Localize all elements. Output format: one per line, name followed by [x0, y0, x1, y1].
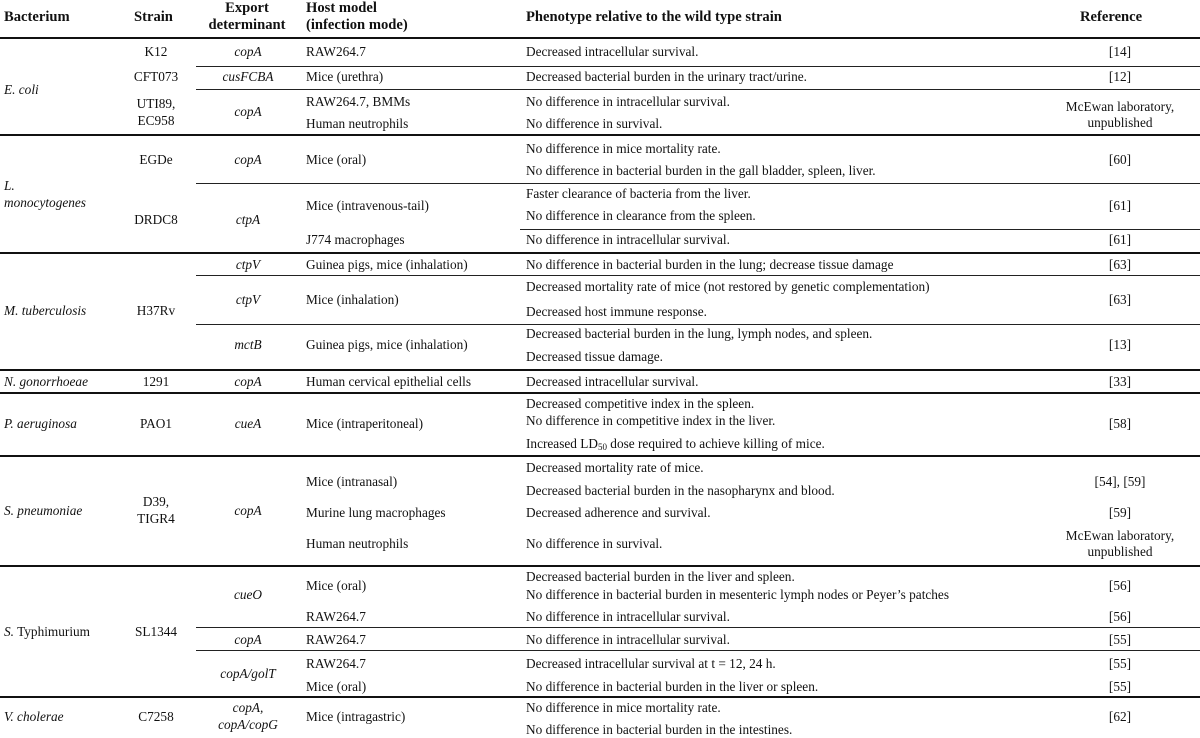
rule [520, 229, 1200, 230]
determinant-ctpA: ctpA [235, 212, 261, 227]
host-model: Mice (oral) [306, 578, 367, 593]
phenotype: No difference in survival. [526, 536, 663, 551]
determinant-copA-copG: copA/copG [218, 717, 278, 732]
bacterium-mtb: M. tuberculosis [4, 303, 87, 318]
strain-pao1: PAO1 [139, 416, 173, 431]
rule [196, 627, 1200, 628]
reference: [63] [1108, 257, 1132, 272]
reference: [59] [1108, 505, 1132, 520]
reference: [56] [1108, 578, 1132, 593]
reference: [63] [1108, 292, 1132, 307]
phenotype: No difference in bacterial burden in mesenteric lymph nodes or Peyer’s patches [526, 587, 950, 602]
host-model: Mice (oral) [306, 679, 367, 694]
phenotype: Decreased host immune response. [526, 304, 707, 319]
phenotype: No difference in intracellular survival. [526, 94, 730, 109]
phenotype: Faster clearance of bacteria from the liver. [526, 186, 751, 201]
reference: [54], [59] [1094, 474, 1146, 489]
phenotype: Decreased tissue damage. [526, 349, 663, 364]
host-model: Guinea pigs, mice (inhalation) [306, 337, 468, 352]
host-model: Human neutrophils [306, 116, 409, 131]
phenotype: No difference in mice mortality rate. [526, 141, 721, 156]
phenotype: No difference in clearance from the spleen. [526, 208, 756, 223]
rule-group [0, 392, 1200, 394]
determinant-ctpV: ctpV [235, 257, 261, 272]
rule [196, 66, 1200, 67]
header-host-1: Host model [306, 0, 377, 16]
phenotype-ld50-subscript: 50 [597, 442, 607, 452]
host-model: RAW264.7, BMMs [306, 94, 411, 109]
strain-tigr4: TIGR4 [137, 511, 175, 526]
host-model: Human neutrophils [306, 536, 409, 551]
reference: [56] [1108, 609, 1132, 624]
rule-header [0, 37, 1200, 39]
determinant-copA: copA [234, 503, 262, 518]
determinant-copA-golT: copA/golT [220, 666, 276, 681]
strain-uti89: UTI89, [136, 96, 176, 111]
rule [196, 183, 1200, 184]
phenotype: Decreased intracellular survival. [526, 374, 699, 389]
phenotype: No difference in bacterial burden in the intestines. [526, 722, 793, 737]
bacterium-listeria-1: L. [4, 178, 15, 193]
strain-h37rv: H37Rv [136, 303, 176, 318]
header-host-2: (infection mode) [306, 17, 408, 33]
bacterium-ngon: N. gonorrhoeae [4, 374, 88, 389]
rule [196, 324, 1200, 325]
host-model: Mice (urethra) [306, 69, 384, 84]
phenotype-ld50-suffix: dose required to achieve killing of mice. [606, 436, 825, 451]
header-reference: Reference [1080, 9, 1143, 25]
rule-group [0, 252, 1200, 254]
determinant-copA: copA [234, 152, 262, 167]
strain-k12: K12 [144, 44, 168, 59]
reference: [33] [1108, 374, 1132, 389]
reference-mcewan: McEwan laboratory, [1065, 528, 1175, 543]
bacterium-spneu: S. pneumoniae [4, 503, 83, 518]
host-model: Murine lung macrophages [306, 505, 446, 520]
reference: [58] [1108, 416, 1132, 431]
host-model: Mice (inhalation) [306, 292, 399, 307]
strain-cft073: CFT073 [133, 69, 179, 84]
host-model: RAW264.7 [306, 656, 366, 671]
strain-egde: EGDe [139, 152, 173, 167]
rule [196, 650, 1200, 651]
phenotype: No difference in mice mortality rate. [526, 700, 721, 715]
rule-group [0, 455, 1200, 457]
rule [196, 275, 1200, 276]
determinant-copA-v: copA, [232, 700, 264, 715]
phenotype: Decreased bacterial burden in the urinary tract/urine. [526, 69, 807, 84]
header-export-1: Export [225, 0, 269, 16]
bacterium-styph-serovar: Typhimurium [17, 624, 91, 639]
determinant-copA: copA [234, 374, 262, 389]
phenotype: Decreased adherence and survival. [526, 505, 711, 520]
host-model: Mice (intraperitoneal) [306, 416, 424, 431]
determinant-mctB: mctB [234, 337, 262, 352]
strain-c7258: C7258 [138, 709, 174, 724]
rule-group [0, 565, 1200, 567]
reference: [62] [1108, 709, 1132, 724]
bacterium-vchol: V. cholerae [4, 709, 64, 724]
header-phenotype: Phenotype relative to the wild type strain [526, 9, 782, 25]
host-model: J774 macrophages [306, 232, 405, 247]
host-model: Guinea pigs, mice (inhalation) [306, 257, 468, 272]
determinant-copA: copA [234, 104, 262, 119]
host-model: Mice (oral) [306, 152, 367, 167]
phenotype: No difference in bacterial burden in the gall bladder, spleen, liver. [526, 163, 876, 178]
header-strain: Strain [134, 9, 173, 25]
determinant-cueO: cueO [233, 587, 263, 602]
phenotype: Decreased intracellular survival. [526, 44, 699, 59]
strain-ec958: EC958 [137, 113, 175, 128]
phenotype: No difference in intracellular survival. [526, 609, 730, 624]
rule-group [0, 369, 1200, 371]
determinant-cusFCBA: cusFCBA [222, 69, 274, 84]
phenotype-ld50-prefix: Increased LD [526, 436, 598, 451]
phenotype: Decreased mortality rate of mice. [526, 460, 704, 475]
phenotype: Decreased bacterial burden in the lung, lymph nodes, and spleen. [526, 326, 873, 341]
bacterium-ecoli: E. coli [4, 82, 39, 97]
strain-d39: D39, [142, 494, 170, 509]
determinant-cueA: cueA [234, 416, 262, 431]
bacterium-styph-genus: S. [4, 624, 14, 639]
reference: [14] [1108, 44, 1132, 59]
host-model: RAW264.7 [306, 632, 366, 647]
phenotype: Decreased competitive index in the spleen. [526, 396, 755, 411]
host-model: RAW264.7 [306, 44, 366, 59]
reference: [55] [1108, 679, 1132, 694]
reference: [55] [1108, 656, 1132, 671]
host-model: Human cervical epithelial cells [306, 374, 472, 389]
phenotype: No difference in competitive index in the liver. [526, 413, 776, 428]
bacterium-paer: P. aeruginosa [4, 416, 77, 431]
bacterium-listeria-2: monocytogenes [4, 195, 86, 210]
reference: [61] [1108, 232, 1132, 247]
phenotype-ld50 [526, 436, 825, 451]
header-export-2: determinant [208, 17, 286, 33]
host-model: Mice (intragastric) [306, 709, 406, 724]
bacterium-styph [4, 624, 90, 639]
reference-mcewan: McEwan laboratory, [1065, 99, 1175, 114]
determinant-ctpV: ctpV [235, 292, 261, 307]
phenotype: Decreased bacterial burden in the nasopharynx and blood. [526, 483, 835, 498]
phenotype: Decreased mortality rate of mice (not restored by genetic complementation) [526, 279, 930, 294]
phenotype: No difference in bacterial burden in the liver or spleen. [526, 679, 819, 694]
host-model: RAW264.7 [306, 609, 366, 624]
reference-unpublished: unpublished [1087, 115, 1153, 130]
phenotype: Decreased bacterial burden in the liver and spleen. [526, 569, 795, 584]
determinant-copA: copA [234, 632, 262, 647]
host-model: Mice (intravenous-tail) [306, 198, 429, 213]
reference: [60] [1108, 152, 1132, 167]
rule [196, 89, 1200, 90]
phenotype: No difference in intracellular survival. [526, 632, 730, 647]
phenotype: No difference in intracellular survival. [526, 232, 730, 247]
rule-group [0, 696, 1200, 698]
reference-unpublished: unpublished [1087, 544, 1153, 559]
reference: [55] [1108, 632, 1132, 647]
phenotype: Decreased intracellular survival at t = 12, 24 h. [526, 656, 776, 671]
strain-drdc8: DRDC8 [134, 212, 178, 227]
reference: [13] [1108, 337, 1132, 352]
strain-1291: 1291 [142, 374, 170, 389]
rule-group [0, 134, 1200, 136]
host-model: Mice (intranasal) [306, 474, 398, 489]
strain-sl1344: SL1344 [134, 624, 178, 639]
phenotype: No difference in bacterial burden in the lung; decrease tissue damage [526, 257, 894, 272]
phenotype: No difference in survival. [526, 116, 663, 131]
reference: [61] [1108, 198, 1132, 213]
determinant-copA: copA [234, 44, 262, 59]
reference: [12] [1108, 69, 1132, 84]
header-bacterium: Bacterium [4, 9, 70, 25]
